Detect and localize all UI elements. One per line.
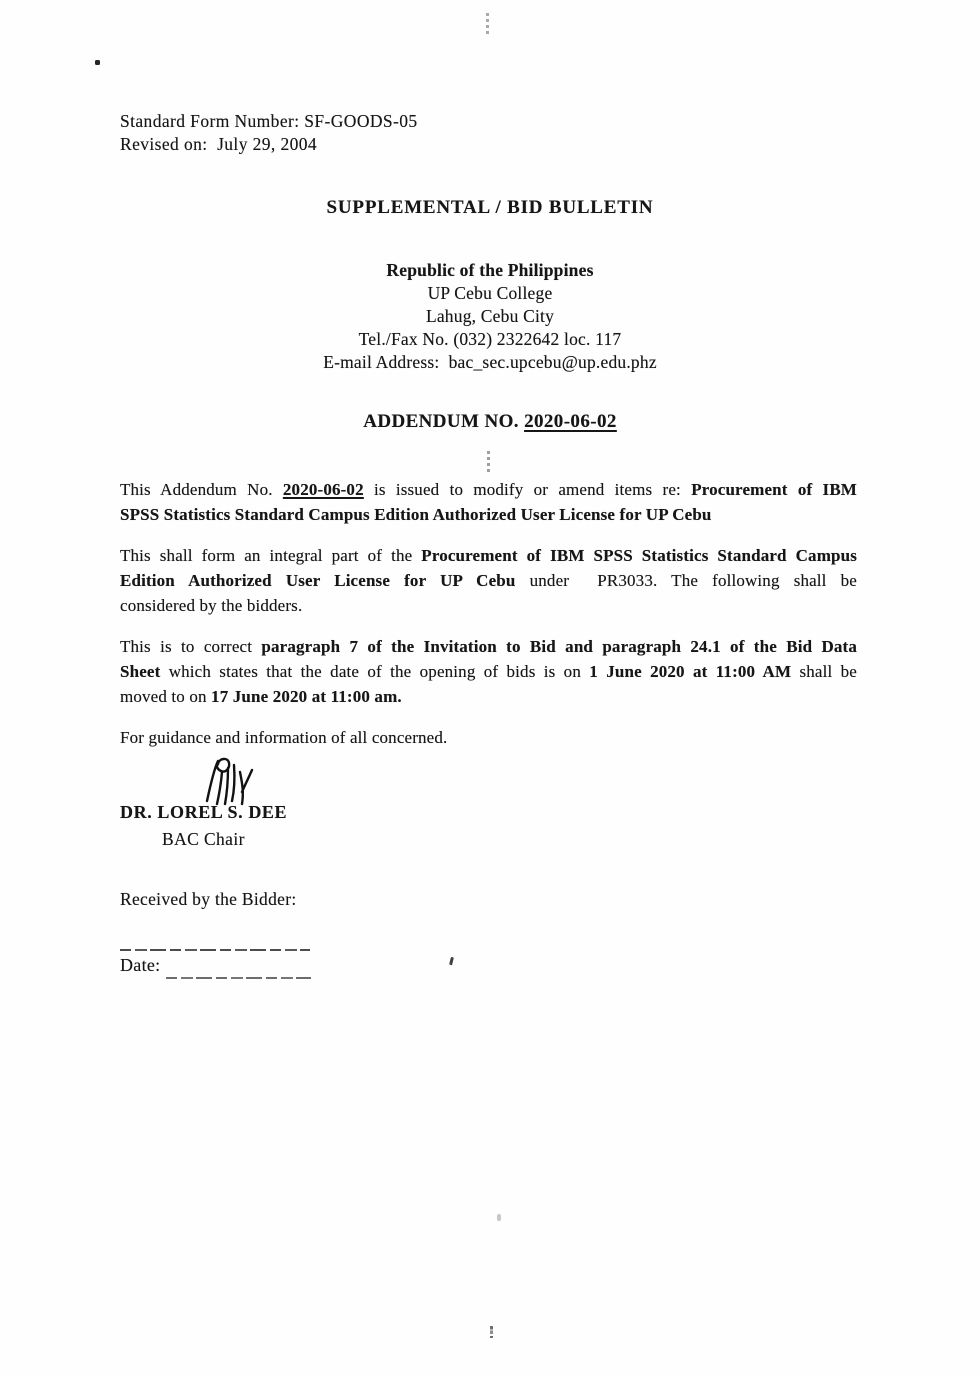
letterhead-email: E-mail Address: bac_sec.upcebu@up.edu.phz bbox=[323, 352, 657, 372]
bidder-signature-line bbox=[120, 949, 310, 951]
paragraph-line bbox=[120, 684, 857, 709]
text-run: shall be bbox=[791, 662, 857, 681]
letterhead-telfax: Tel./Fax No. (032) 2322642 loc. 117 bbox=[358, 329, 622, 349]
text-run: For guidance and information of all concerned. bbox=[120, 728, 448, 747]
letterhead-institution: UP Cebu College bbox=[427, 283, 553, 303]
scan-speck-bottom bbox=[490, 1326, 493, 1338]
paragraph-line bbox=[120, 502, 857, 527]
scan-comma-speck bbox=[449, 957, 454, 965]
text-run: This shall form an integral part of the bbox=[120, 546, 422, 565]
date-fill-line bbox=[166, 977, 311, 979]
paragraph-line bbox=[120, 659, 857, 684]
text-run: is issued to modify or amend items re: bbox=[363, 480, 692, 499]
addendum-number: 2020-06-02 bbox=[524, 411, 617, 432]
paragraph-line bbox=[120, 543, 857, 568]
addendum-heading bbox=[0, 411, 980, 433]
form-meta-block bbox=[120, 110, 418, 156]
revised-on: Revised on: July 29, 2004 bbox=[120, 134, 318, 154]
text-run: which states that the date of the opening of bids is on bbox=[160, 662, 590, 681]
received-by-label: Received by the Bidder: bbox=[120, 889, 297, 909]
text-run: 17 June 2020 at 11:00 am. bbox=[211, 687, 402, 706]
signatory-title: BAC Chair bbox=[162, 829, 245, 849]
scan-speck-dot bbox=[95, 60, 100, 65]
text-run: This is to correct bbox=[120, 637, 262, 656]
paragraph-line bbox=[120, 477, 857, 502]
text-run: SPSS Statistics Standard Campus Edition Authorized User License for UP Cebu bbox=[120, 505, 712, 524]
text-run: under PR3033. The following shall be bbox=[515, 571, 858, 590]
paragraph bbox=[120, 477, 857, 527]
paragraph-line bbox=[120, 568, 857, 593]
paragraph bbox=[120, 543, 857, 618]
paragraph bbox=[120, 725, 857, 750]
scan-artifact-top-dotted-mark bbox=[486, 13, 489, 34]
signatory-name: DR. LOREL S. DEE bbox=[120, 802, 288, 822]
letterhead-block bbox=[0, 259, 980, 374]
document-title: SUPPLEMENTAL / BID BULLETIN bbox=[326, 197, 654, 218]
body-paragraphs bbox=[120, 477, 857, 766]
letterhead-city: Lahug, Cebu City bbox=[425, 306, 555, 326]
text-run: Procurement of IBM bbox=[691, 480, 858, 499]
text-run: Sheet bbox=[120, 662, 161, 681]
text-run: This Addendum No. bbox=[120, 480, 283, 499]
date-label: Date: bbox=[120, 955, 161, 975]
text-run: Procurement of IBM SPSS Statistics Standard Campus bbox=[421, 546, 857, 565]
paragraph-line bbox=[120, 725, 857, 750]
text-run: Edition Authorized User License for UP Cebu bbox=[120, 571, 516, 590]
text-run: 1 June 2020 at 11:00 AM bbox=[589, 662, 792, 681]
text-run: 2020-06-02 bbox=[282, 480, 364, 499]
paragraph-line bbox=[120, 593, 857, 618]
letterhead-country: Republic of the Philippines bbox=[386, 260, 594, 280]
signature-scribble bbox=[201, 756, 261, 808]
standard-form-number: Standard Form Number: SF-GOODS-05 bbox=[120, 111, 418, 131]
paragraph bbox=[120, 634, 857, 709]
addendum-label: ADDENDUM NO. bbox=[363, 411, 519, 432]
scan-speck-lower bbox=[497, 1214, 501, 1221]
paragraph-line bbox=[120, 634, 857, 659]
text-run: paragraph 7 of the Invitation to Bid and paragraph 24.1 of the Bid Data bbox=[261, 637, 857, 656]
text-run: moved to on bbox=[120, 687, 212, 706]
text-run: considered by the bidders. bbox=[120, 596, 303, 615]
scan-artifact-mid-dotted-mark bbox=[487, 451, 490, 472]
